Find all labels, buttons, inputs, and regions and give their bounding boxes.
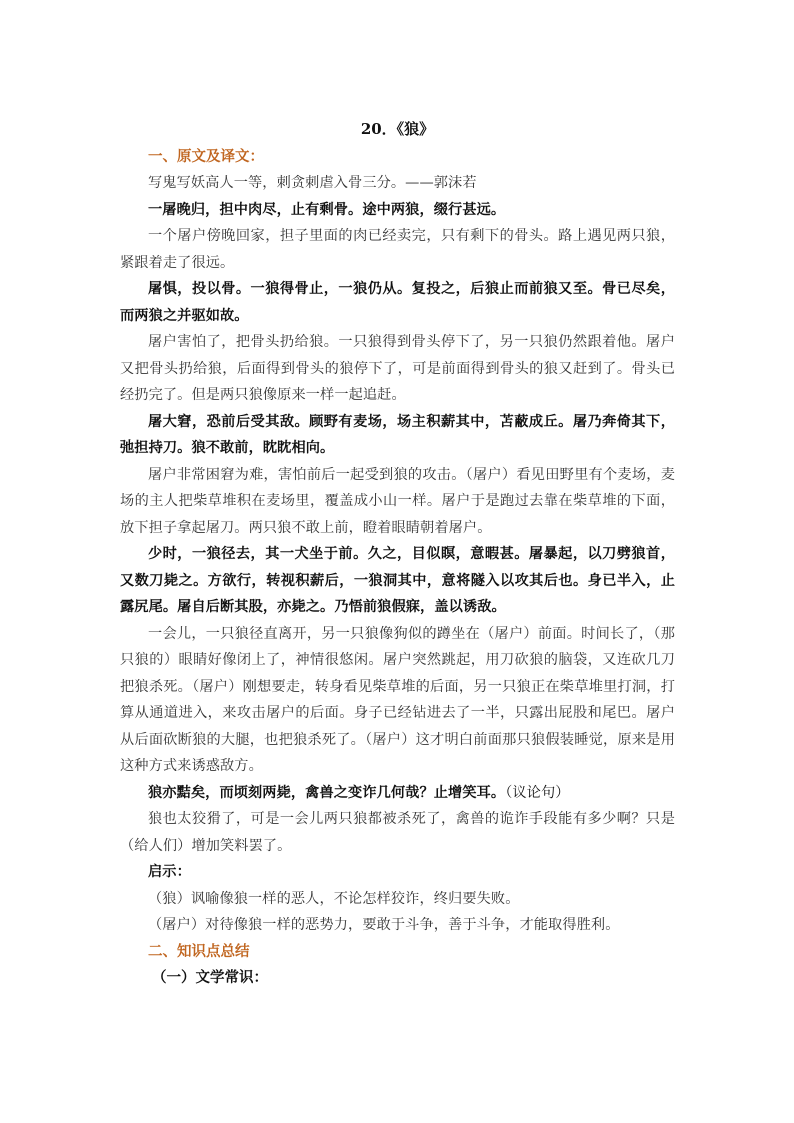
translation-3: 屠户非常困窘为难，害怕前后一起受到狼的攻击。（屠户）看见田野里有个麦场，麦场的主人把柴草堆积在麦场里，覆盖成小山一样。屠户于是跑过去靠在柴草堆的下面，放下担子拿起屠刀。两只狼不敢上前，瞪着眼睛朝着屠户。 xyxy=(120,466,675,536)
original-text-5-container xyxy=(120,780,675,807)
translation-4: 一会儿，一只狼径直离开，另一只狼像狗似的蹲坐在（屠户）前面。时间长了，（那只狼的）眼睛好像闭上了，神情很悠闲。屠户突然跳起，用刀砍狼的脑袋，又连砍几刀把狼杀死。（屠户）刚想要走，转身看见柴草堆的后面，另一只狼正在柴草堆里打洞，打算从通道进入，来攻击屠户的后面。身子已经钻进去了一半，只露出屁股和尾巴。屠户从后面砍断狼的大腿，也把狼杀死了。（屠户）这才明白前面那只狼假装睡觉，原来是用这种方式来诱惑敌方。 xyxy=(120,625,675,774)
insight-line-wolf: （狼）讽喻像狼一样的恶人，不论怎样狡诈，终归要失败。 xyxy=(148,890,520,907)
section-heading-knowledge-summary: 二、知识点总结 xyxy=(148,942,250,960)
insight-label-line xyxy=(120,859,675,886)
translation-2: 屠户害怕了，把骨头扔给狼。一只狼得到骨头停下了，另一只狼仍然跟着他。屠户又把骨头扔给狼，后面得到骨头的狼停下了，可是前面得到骨头的狼又赶到了。骨头已经扔完了。但是两只狼像原来一样一起追赶。 xyxy=(120,334,675,403)
translation-5: 狼也太狡猾了，可是一会儿两只狼都被杀死了，禽兽的诡诈手段能有多少啊？只是（给人们）增加笑料罢了。 xyxy=(120,811,675,854)
subsection-heading-literary-knowledge: （一）文学常识： xyxy=(152,968,268,986)
document-title: 20．《狼》 xyxy=(360,120,435,138)
insight-label: 启示： xyxy=(148,864,191,880)
original-text-5: 狼亦黠矣，而顷刻两毙，禽兽之变诈几何哉？止增笑耳。 xyxy=(148,784,506,801)
epigraph-quote: 写鬼写妖高人一等，刺贪刺虐入骨三分。——郭沫若 xyxy=(148,175,477,191)
original-text-2: 屠惧，投以骨。一狼得骨止，一狼仍从。复投之，后狼止而前狼又至。骨已尽矣，而两狼之并驱如故。 xyxy=(120,281,675,324)
section-heading-original-and-translation: 一、原文及译文： xyxy=(148,148,264,165)
argument-sentence-note: （议论句） xyxy=(505,784,570,801)
document-content xyxy=(120,118,675,991)
insight-line-butcher: （屠户）对待像狼一样的恶势力，要敢于斗争，善于斗争，才能取得胜利。 xyxy=(148,917,620,933)
original-text-3: 屠大窘，恐前后受其敌。顾野有麦场，场主积薪其中，苫蔽成丘。屠乃奔倚其下，弛担持刀。狼不敢前，眈眈相向。 xyxy=(120,413,675,456)
original-text-4: 少时，一狼径去，其一犬坐于前。久之，目似瞑，意暇甚。屠暴起，以刀劈狼首，又数刀毙之。方欲行，转视积薪后，一狼洞其中，意将隧入以攻其后也。身已半入，止露尻尾。屠自后断其股，亦毙之。乃悟前狼假寐，盖以诱敌。 xyxy=(120,546,675,615)
translation-1: 一个屠户傍晚回家，担子里面的肉已经卖完，只有剩下的骨头。路上遇见两只狼，紧跟着走了很远。 xyxy=(120,228,675,271)
original-text-1: 一屠晚归，担中肉尽，止有剩骨。途中两狼，缀行甚远。 xyxy=(148,201,506,218)
